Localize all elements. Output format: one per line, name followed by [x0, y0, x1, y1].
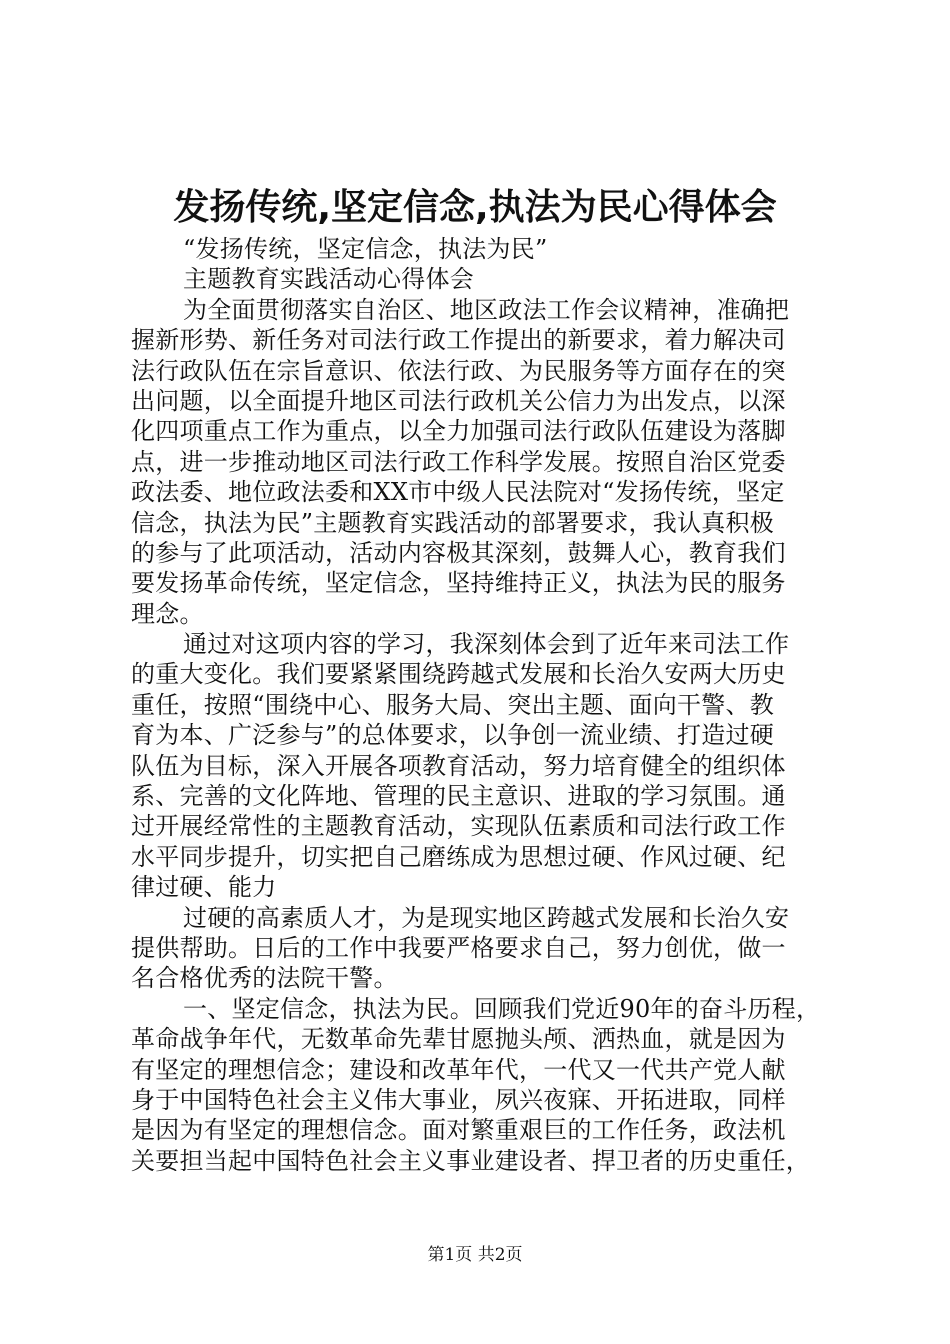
body-line: 关要担当起中国特色社会主义事业建设者、捍卫者的历史重任， — [131, 1146, 810, 1175]
body-line: 信念，执法为民”主题教育实践活动的部署要求，我认真积极 — [131, 508, 775, 537]
body-line: 身于中国特色社会主义伟大事业，夙兴夜寐、开拓进取，同样 — [131, 1085, 786, 1114]
body-line: 握新形势、新任务对司法行政工作提出的新要求，着力解决司 — [131, 326, 786, 355]
body-line: “发扬传统，坚定信念，执法为民” — [183, 235, 548, 263]
document-title: 发扬传统,坚定信念,执法为民心得体会 — [173, 187, 777, 228]
page-number-footer: 第1页 共2页 — [427, 1245, 523, 1265]
body-line: 法行政队伍在宗旨意识、依法行政、为民服务等方面存在的突 — [131, 356, 786, 385]
body-line: 理念。 — [131, 599, 204, 628]
body-line: 要发扬革命传统，坚定信念，坚持维持正义，执法为民的服务 — [131, 569, 786, 598]
body-line: 的参与了此项活动，活动内容极其深刻，鼓舞人心，教育我们 — [131, 538, 786, 567]
body-line: 提供帮助。日后的工作中我要严格要求自己，努力创优，做一 — [131, 933, 786, 962]
body-line: 水平同步提升，切实把自己磨练成为思想过硬、作风过硬、纪 — [131, 842, 786, 871]
body-line: 主题教育实践活动心得体会 — [183, 265, 474, 294]
body-line: 化四项重点工作为重点，以全力加强司法行政队伍建设为落脚 — [131, 417, 786, 446]
body-line: 过开展经常性的主题教育活动，实现队伍素质和司法行政工作 — [131, 812, 786, 841]
body-line: 是因为有坚定的理想信念。面对繁重艰巨的工作任务，政法机 — [131, 1116, 786, 1145]
body-line: 革命战争年代，无数革命先辈甘愿抛头颅、洒热血，就是因为 — [131, 1025, 786, 1054]
body-line: 过硬的高素质人才，为是现实地区跨越式发展和长治久安 — [183, 903, 790, 932]
body-line: 系、完善的文化阵地、管理的民主意识、进取的学习氛围。通 — [131, 782, 786, 811]
body-line: 通过对这项内容的学习，我深刻体会到了近年来司法工作 — [183, 630, 790, 659]
body-line: 的重大变化。我们要紧紧围绕跨越式发展和长治久安两大历史 — [131, 660, 786, 689]
body-line: 出问题，以全面提升地区司法行政机关公信力为出发点，以深 — [131, 386, 786, 415]
body-line: 名合格优秀的法院干警。 — [131, 964, 398, 993]
body-line: 点，进一步推动地区司法行政工作科学发展。按照自治区党委 — [131, 447, 786, 476]
body-line: 律过硬、能力 — [131, 873, 277, 902]
body-line: 队伍为目标，深入开展各项教育活动，努力培育健全的组织体 — [131, 751, 786, 780]
body-line: 一、坚定信念，执法为民。回顾我们党近90年的奋斗历程， — [183, 994, 821, 1023]
document-body — [131, 234, 831, 1176]
body-line: 育为本、广泛参与”的总体要求，以争创一流业绩、打造过硬 — [131, 721, 775, 750]
body-line: 政法委、地位政法委和XX市中级人民法院对“发扬传统，坚定 — [131, 478, 785, 507]
body-line: 为全面贯彻落实自治区、地区政法工作会议精神，准确把 — [183, 295, 790, 324]
body-line: 重任，按照“围绕中心、服务大局、突出主题、面向干警、教 — [131, 690, 775, 719]
body-line: 有坚定的理想信念；建设和改革年代，一代又一代共产党人献 — [131, 1055, 786, 1084]
